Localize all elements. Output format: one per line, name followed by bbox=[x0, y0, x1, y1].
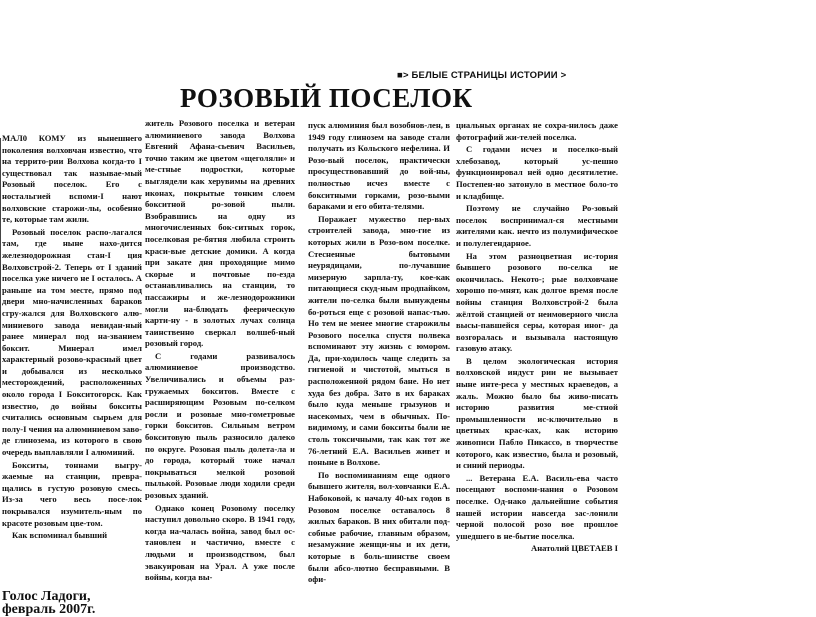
column-1-paragraph: Бокситы, тоннами выгру-жаемые на станции, превра-щались в густую розовую смесь. Из-за чего весь посе-лок покрывался изумитель-ным по красоте розовым цве-том. bbox=[2, 459, 142, 528]
column-4-paragraph: циальных органах не сохра-нилось даже фотографий жи-телей поселка. bbox=[456, 120, 618, 142]
author-signature: Анатолий ЦВЕТАЕВ I bbox=[530, 543, 618, 554]
source-date: февраль 2007г. bbox=[2, 602, 96, 617]
source-note: Голос Ладоги, bbox=[2, 589, 91, 604]
column-2-paragraph: житель Розового поселка и ветеран алюминиевого завода Волхова Евгений Афана-сьевич Васильев, точно таким же цветом «щеголяли» и ме-стные подростки, которые выглядели как херувимы на древних иконах, покрытые тонким слоем бокситной ро-зовой пыли. Взобравшись на одну из многочисленных бок-ситных горок, поселковая ре-бятня любила строить краси-вые детские домики. А когда при закате дня проходящие мимо скорые и почтовые по-езда останавливались на станции, то пассажиры и же-лезнодорожники могли на-блюдать феерическую карти-ну - в золотых лучах солнца таинственно сверкал волшеб-ный розовый город. bbox=[145, 118, 295, 349]
article-column-2 bbox=[145, 118, 295, 584]
article-column-3 bbox=[308, 120, 450, 586]
column-2-paragraph: Однако конец Розовому поселку наступил довольно скоро. В 1941 году, когда на-чалась война, завод был ос-тановлен и частично, вместе с людьми и производством, был эвакуирован на Урал. А уже после войны, когда вы- bbox=[145, 502, 295, 583]
column-3-paragraph: По воспоминаниям еще одного бывшего жителя, вол-ховчанки Е.А. Набоковой, к началу 40-ых годов в Розовом поселке оставалось 8 жилых бараков. В них обитали под-собные рабочие, главным образом, незамужние женщи-ны и их дети, которые в боль-шинстве своем были абсо-лютно бесправными. В офи- bbox=[308, 469, 450, 585]
column-1-paragraph: Как вспоминал бывший bbox=[12, 530, 108, 541]
column-3-paragraph: Поражает мужество пер-вых строителей завода, мно-гие из которых жили в Розо-вом поселке. Стесненные бытовыми неурядицами, по-лучавшие мизерную зарпла-ту, кое-как питающиеся скуд-ным продпайком, жители по-селка были вынуждены бо-роться еще с розовой напас-тью. Но тем не менее многие старожилы Розового поселка спустя полвека вспоминают эту жизнь с юмором. Да, при-ходилось чаще следить за гигиеной и чистотой, мыться в расположенной рядом бане. Но нет худа без добра. Зато в их бараках было куда меньше грызунов и насекомых, чем в обычных. По-видимому, и сами бокситы были не столь токсичными, так как тот же 76-летний Е.А. Васильев живет и поныне в Волхове. bbox=[308, 213, 450, 468]
column-1-paragraph: Розовый поселок распо-лагался там, где ныне нахо-дится железнодорожная стан-I ция Волховстрой-2. Теперь от I зданий поселка уже ничего не I осталось. А раньше на том месте, прямо под двери мно-начисленных бараков сгру-жался для Волховского алю-миниевого завода невидан-ный ранее минерал под на-званием боксит. Минерал имел характерный розово-красный цвет и добывался из несколько месторождений, расположенных около города I Бокситогорск. Как известно, до войны бокситы считались основным сырьем для полу-I чения на алюминиевом заво-де глинозема, из которого в свою очередь выплавляли I алюминий. bbox=[2, 226, 142, 458]
column-4-paragraph: ... Ветерана Е.А. Василь-ева часто посещают воспоми-нания о Розовом поселке. Од-нако дальнейшие события нашей истории навсегда зас-лонили черной полосой розо вое прошлое ушедшего в не-бытие поселка. bbox=[456, 472, 618, 541]
article-column-4 bbox=[456, 120, 618, 555]
column-2-paragraph: С годами развивалось алюминиевое производство. Увеличивались и объемы раз-гружаемых бокситов. Вместе с расширяющим Розовым по-селком росли и розовые мно-гометровые горки бокситов. Сильным ветром бокситовую пыль разносило далеко по округе. Розовая пыль долета-ла и до города, который тоже начал покрываться мелкой розовой пылькой. Розовые люди ходили среди розовых зданий. bbox=[145, 350, 295, 500]
section-rubric: ■> БЕЛЫЕ СТРАНИЦЫ ИСТОРИИ > bbox=[397, 70, 567, 81]
column-4-paragraph: С годами исчез и поселко-вый хлебозавод, который ус-пешно функционировал ней одно десятилетие. Постепен-но затонуло в местное боло-то и кладбище. bbox=[456, 144, 618, 201]
column-3-paragraph: пуск алюминия был возобнов-лен, в 1949 году глинозем на заводе стали получать из Кольского нефелина. И Розо-вый поселок, практически просуществовавший до вой-ны, полностью исчез вместе с бокситными горками, розо-выми бараками и его обита-телями. bbox=[308, 120, 450, 212]
column-4-paragraph: На этом разноцветная ис-тория бывшего розового по-селка не окончилась. Некото-; рые волховчане хорошо по-мнят, как долгое время после войны станция Волховстрой-2 была жёлтой станцией от неимоверного числа высы-павшейся серы, которая иног- да возгоралась и вызывала настоящую газовую атаку. bbox=[456, 250, 618, 354]
column-4-paragraph: В целом экологическая история волховской индуст рии не вызывает ныне инте-реса у местных краеведов, а жаль. Можно было бы живо-писать историю развития ме-стной промышленности ис-ключительно в цветных крас-ках, как историю живописи Пабло Пикассо, в творчестве которого, как известно, была и розовый, и синий периоды. bbox=[456, 355, 618, 471]
column-left-rule bbox=[0, 138, 1, 388]
article-headline: РОЗОВЫЙ ПОСЕЛОК bbox=[180, 83, 473, 113]
column-1-paragraph: МАЛ0 КОМУ из нынешнего поколения волховчан известно, что на террито-рии Волхова когда-то I существовал так называе-мый Розовый поселок. Его с ностальгией вспоми-I нают волховские старожи-лы, особенно те, которые там жили. bbox=[2, 133, 142, 225]
column-4-paragraph: Поэтому не случайно Ро-зовый поселок воспринимал-ся местными жителями как. нечто из полумифическое и полулегендарное. bbox=[456, 203, 618, 248]
article-column-1 bbox=[2, 133, 142, 542]
